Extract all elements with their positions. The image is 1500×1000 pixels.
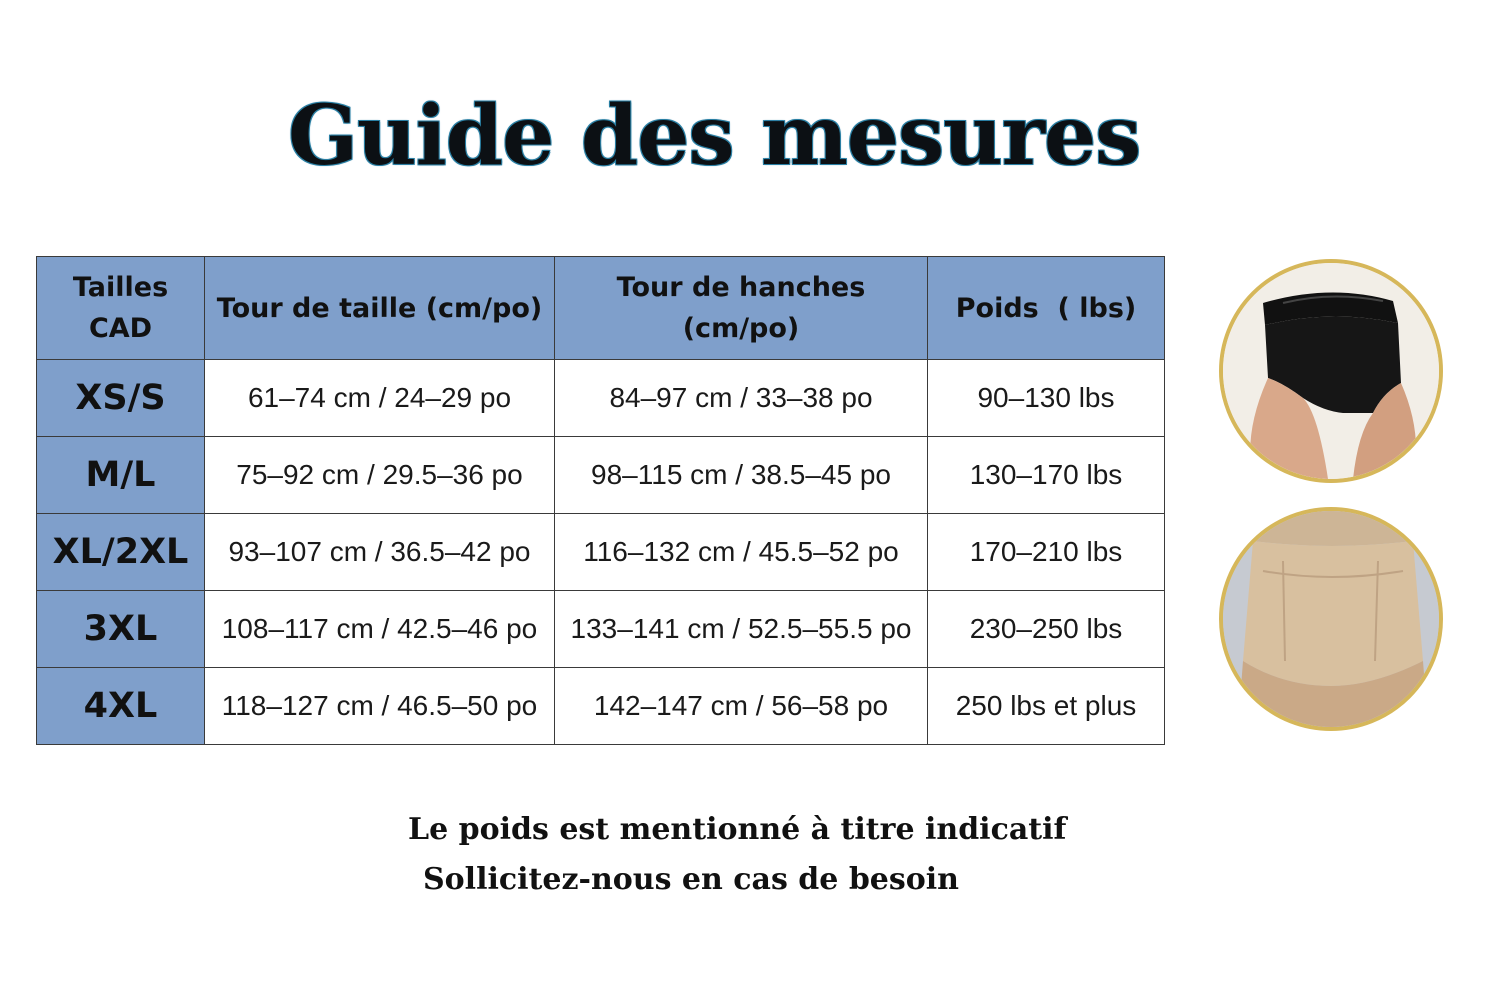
waist-cell: 75–92 cm / 29.5–36 po bbox=[205, 437, 555, 514]
header-weight: Poids ( lbs) bbox=[928, 257, 1165, 360]
weight-cell: 230–250 lbs bbox=[928, 591, 1165, 668]
header-hips: Tour de hanches (cm/po) bbox=[555, 257, 928, 360]
table-row bbox=[37, 591, 1165, 668]
weight-cell: 90–130 lbs bbox=[928, 360, 1165, 437]
size-cell: 3XL bbox=[37, 591, 205, 668]
table-row bbox=[37, 514, 1165, 591]
size-cell: 4XL bbox=[37, 668, 205, 745]
weight-cell: 170–210 lbs bbox=[928, 514, 1165, 591]
hips-cell: 84–97 cm / 33–38 po bbox=[555, 360, 928, 437]
black-brief-illustration bbox=[1223, 263, 1439, 479]
weight-cell: 130–170 lbs bbox=[928, 437, 1165, 514]
table-row bbox=[37, 360, 1165, 437]
hips-cell: 98–115 cm / 38.5–45 po bbox=[555, 437, 928, 514]
hips-cell: 142–147 cm / 56–58 po bbox=[555, 668, 928, 745]
size-table bbox=[36, 256, 1165, 745]
waist-cell: 118–127 cm / 46.5–50 po bbox=[205, 668, 555, 745]
waist-cell: 108–117 cm / 42.5–46 po bbox=[205, 591, 555, 668]
beige-brief-illustration bbox=[1223, 511, 1439, 727]
page-title: Guide des mesures bbox=[288, 88, 1141, 184]
hips-cell: 133–141 cm / 52.5–55.5 po bbox=[555, 591, 928, 668]
contact-note: Sollicitez-nous en cas de besoin bbox=[423, 862, 959, 897]
table-row bbox=[37, 668, 1165, 745]
header-sizes: Tailles CAD bbox=[37, 257, 205, 360]
waist-cell: 61–74 cm / 24–29 po bbox=[205, 360, 555, 437]
hips-cell: 116–132 cm / 45.5–52 po bbox=[555, 514, 928, 591]
weight-cell: 250 lbs et plus bbox=[928, 668, 1165, 745]
table-row bbox=[37, 437, 1165, 514]
table-header-row bbox=[37, 257, 1165, 360]
weight-disclaimer: Le poids est mentionné à titre indicatif bbox=[408, 812, 1067, 847]
size-cell: M/L bbox=[37, 437, 205, 514]
header-waist: Tour de taille (cm/po) bbox=[205, 257, 555, 360]
size-cell: XL/2XL bbox=[37, 514, 205, 591]
waist-cell: 93–107 cm / 36.5–42 po bbox=[205, 514, 555, 591]
beige-high-waist-brief-photo bbox=[1219, 507, 1443, 731]
black-high-waist-brief-photo bbox=[1219, 259, 1443, 483]
size-cell: XS/S bbox=[37, 360, 205, 437]
